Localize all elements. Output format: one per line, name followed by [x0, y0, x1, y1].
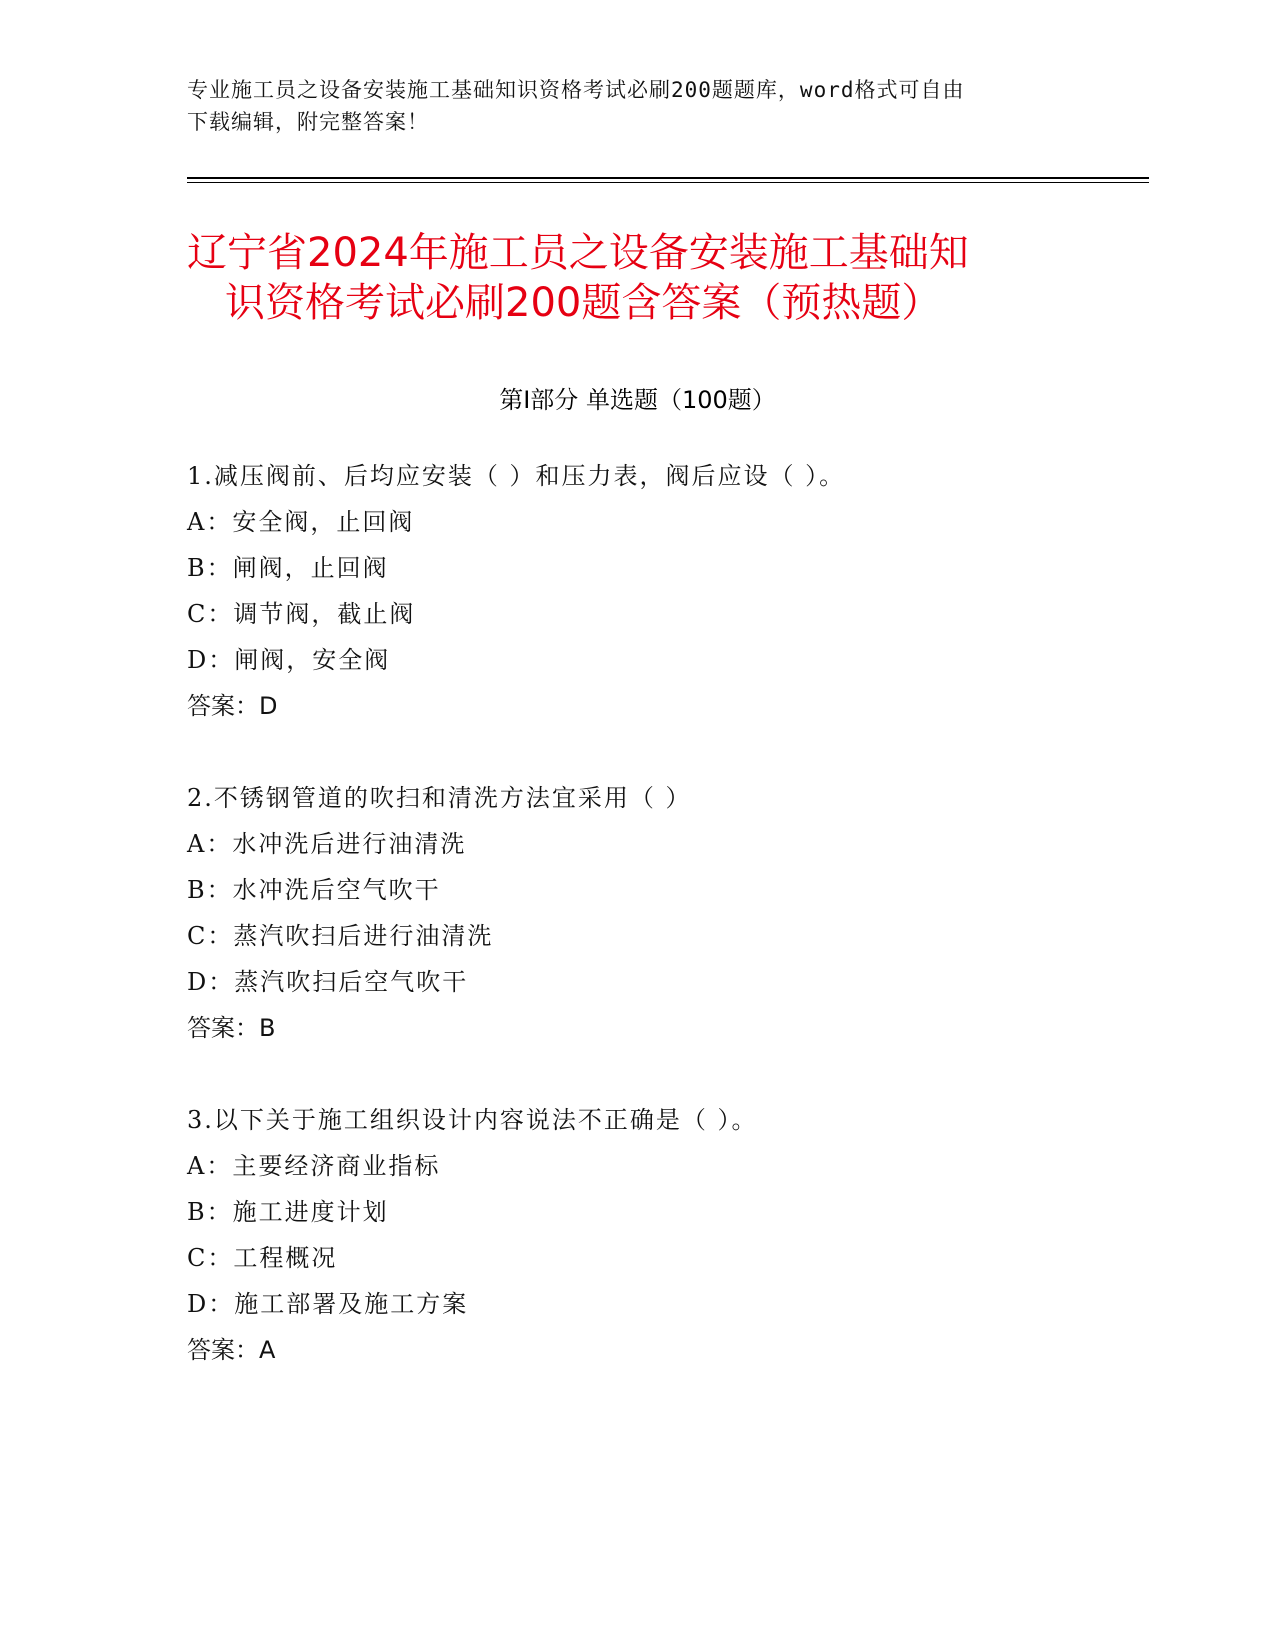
header-note — [187, 74, 1077, 138]
option-c: C：调节阀，截止阀 — [187, 600, 416, 628]
option-a: A：安全阀，止回阀 — [187, 508, 415, 536]
header-note-line-2: 下载编辑，附完整答案！ — [187, 110, 429, 134]
option-a: A：水冲洗后进行油清洗 — [187, 830, 467, 858]
header-divider-thin — [187, 182, 1149, 183]
question-stem: 3.以下关于施工组织设计内容说法不正确是（ ）。 — [187, 1106, 758, 1134]
question-block — [187, 453, 1087, 729]
option-c: C：工程概况 — [187, 1244, 338, 1272]
answer-line: 答案：B — [187, 1014, 276, 1042]
question-block — [187, 775, 1087, 1051]
option-b: B：施工进度计划 — [187, 1198, 389, 1226]
option-d: D：蒸汽吹扫后空气吹干 — [187, 968, 469, 996]
option-b: B：闸阀，止回阀 — [187, 554, 389, 582]
document-title — [187, 228, 1087, 328]
question-stem: 1.减压阀前、后均应安装（ ）和压力表，阀后应设（ ）。 — [187, 462, 846, 490]
option-b: B：水冲洗后空气吹干 — [187, 876, 441, 904]
option-a: A：主要经济商业指标 — [187, 1152, 441, 1180]
document-title-line-2: 识资格考试必刷200题含答案（预热题） — [225, 280, 942, 326]
question-block — [187, 1097, 1087, 1373]
header-note-line-1: 专业施工员之设备安装施工基础知识资格考试必刷200题题库，word格式可自由 — [187, 78, 965, 102]
option-d: D：闸阀，安全阀 — [187, 646, 391, 674]
answer-line: 答案：A — [187, 1336, 276, 1364]
section-heading: 第Ⅰ部分 单选题（100题） — [499, 386, 776, 414]
option-d: D：施工部署及施工方案 — [187, 1290, 469, 1318]
question-stem: 2.不锈钢管道的吹扫和清洗方法宜采用（ ） — [187, 784, 692, 812]
option-c: C：蒸汽吹扫后进行油清洗 — [187, 922, 494, 950]
answer-line: 答案：D — [187, 692, 278, 720]
document-title-line-1: 辽宁省2024年施工员之设备安装施工基础知 — [187, 230, 969, 276]
header-divider-thick — [187, 177, 1149, 179]
